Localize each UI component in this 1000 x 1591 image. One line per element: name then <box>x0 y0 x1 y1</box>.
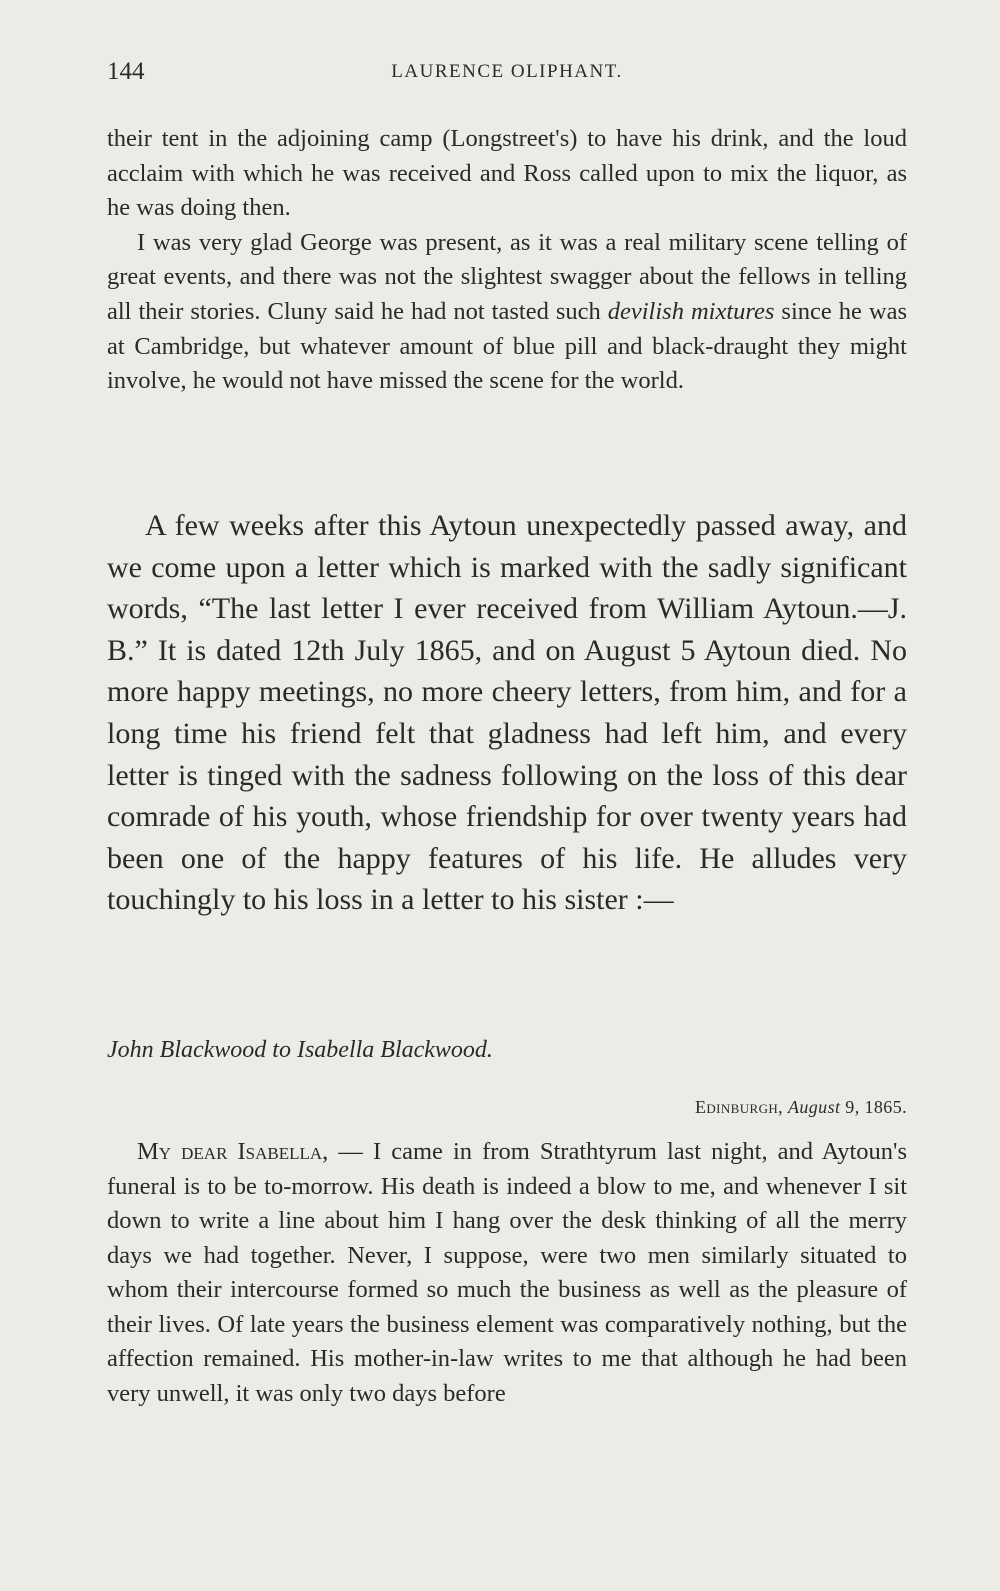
narrative-paragraph: A few weeks after this Aytoun unexpectedly passed away, and we come upon a letter which is marked with the sadly significant words, “The last letter I ever received from William Aytoun.—J. B.” It is dated 12th July 1865, and on August 5 Aytoun died. No more happy meetings, no more cheery letters, from him, and for a long time his friend felt that gladness had left him, and every letter is tinged with the sadness following on the loss of this dear comrade of his youth, whose friendship for over twenty years had been one of the happy features of his life. He alludes very touchingly to his loss in a letter to his sister :— <box>107 509 907 917</box>
emphasis-text: devilish mixtures <box>607 297 775 325</box>
letter-paragraph <box>107 1135 907 1411</box>
main-narrative <box>107 505 907 921</box>
letter-date: 9, 1865. <box>840 1097 907 1117</box>
letter-text: — I came in from Strathtyrum last night, and Aytoun's funeral is to be to-morrow. His death is indeed a blow to me, and whenever I sit down to write a line about him I hang over the desk thinking of all the merry days we had together. Never, I suppose, were two men similarly situated to whom their intercourse formed so much the business as well as the pleasure of their lives. Of late years the business element was comparatively nothing, but the affection remained. His mother-in-law writes to me that although he had been very unwell, it was only two days before <box>107 1138 907 1407</box>
quoted-passage <box>107 122 907 399</box>
page-number: 144 <box>107 58 145 85</box>
page-header <box>107 58 907 90</box>
quoted-paragraph-1: their tent in the adjoining camp (Longstreet's) to have his drink, and the loud acclaim with which he was received and Ross called upon to mix the liquor, as he was doing then. <box>107 125 907 222</box>
running-head: LAURENCE OLIPHANT. <box>391 61 623 82</box>
quoted-paragraph-2-text-end: since he was at Cambridge, but whatever amount of blue pill and black-draught they might involve, he would not have missed the scene for the world. <box>107 297 907 395</box>
letter-body <box>107 1135 907 1411</box>
letter-dateline <box>107 1097 907 1118</box>
letter-salutation: My dear Isabella, <box>137 1138 329 1165</box>
quoted-paragraph-2 <box>107 226 907 399</box>
letter-month: August <box>787 1097 841 1117</box>
quoted-paragraph-2-text: I was very glad George was present, as it was a real military scene telling of great events, and there was not the slightest swagger about the fellows in telling all their stories. Cluny said he had not tasted such <box>107 228 907 325</box>
letter-caption: John Blackwood to Isabella Blackwood. <box>107 1037 493 1063</box>
letter-place: Edinburgh, <box>694 1097 784 1117</box>
